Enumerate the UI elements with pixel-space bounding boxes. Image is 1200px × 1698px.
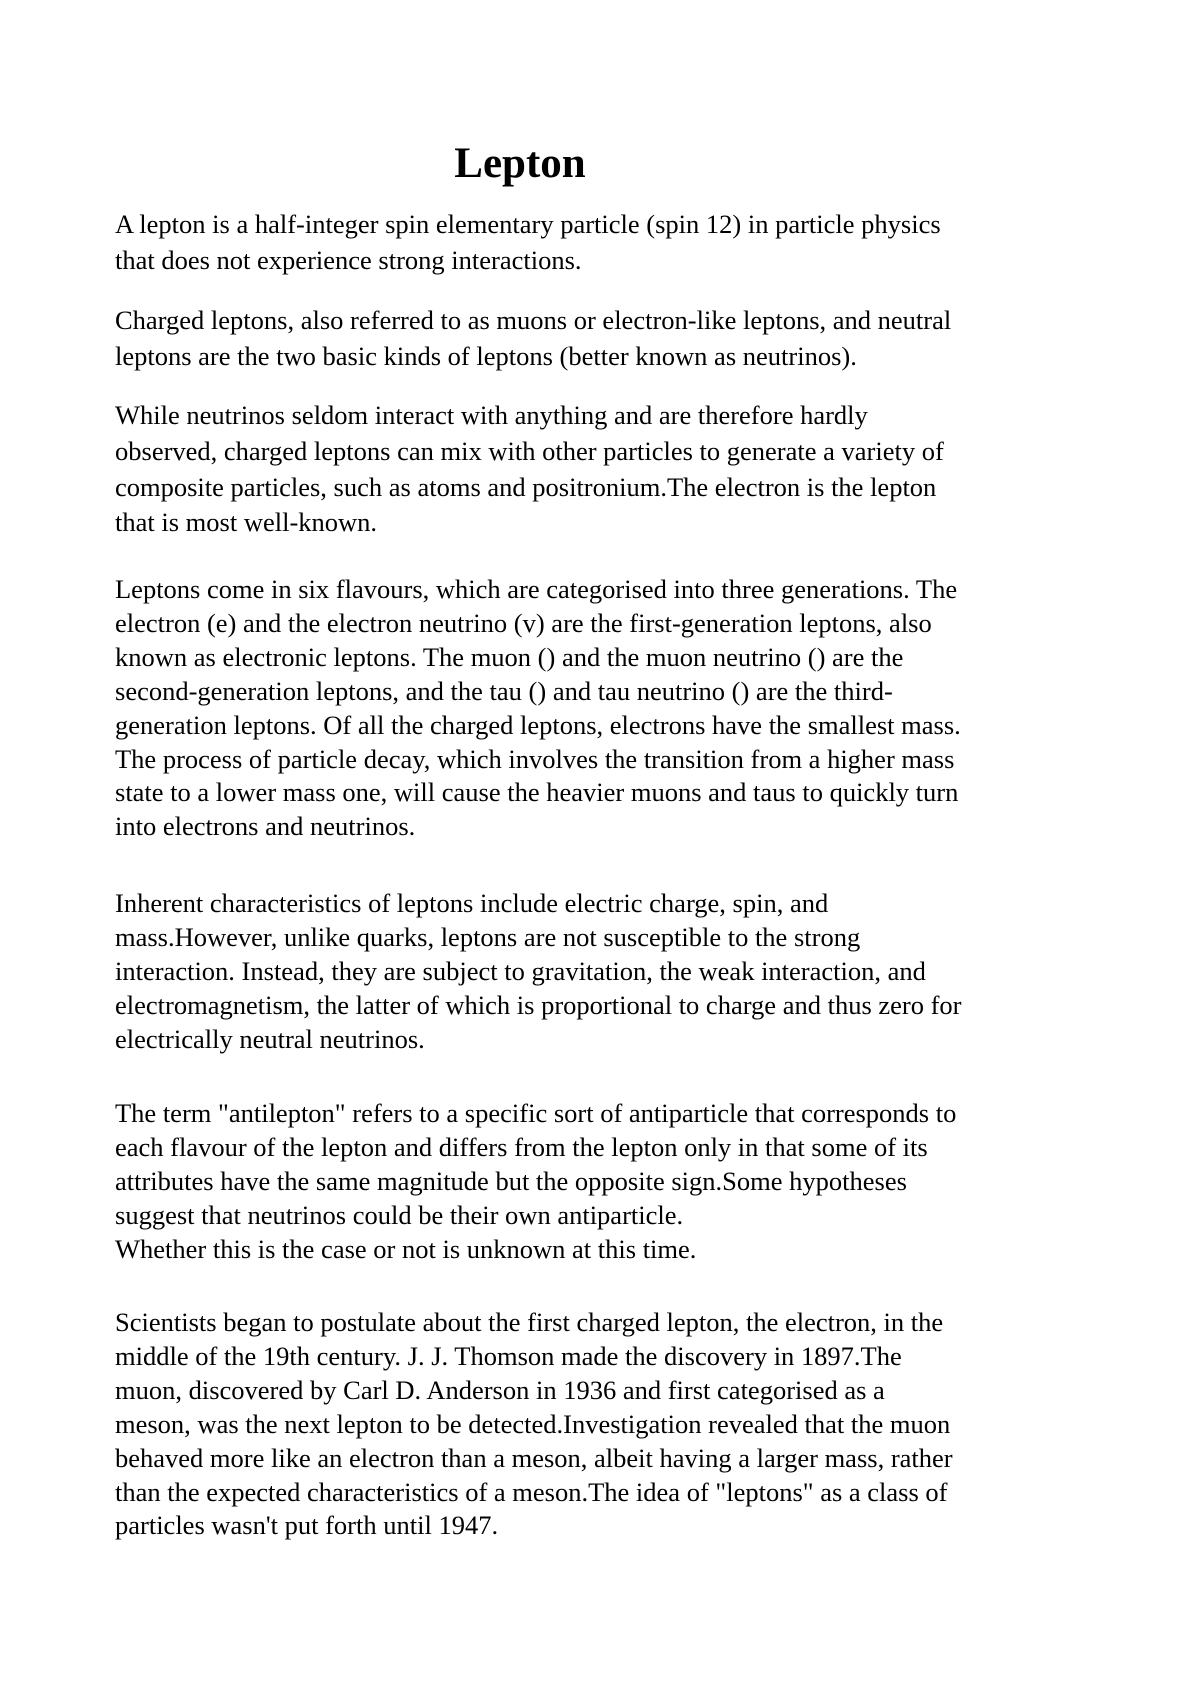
paragraph-line: Whether this is the case or not is unknown at this time. [115, 1233, 697, 1264]
paragraph-line: particles wasn't put forth until 1947. [115, 1510, 499, 1541]
paragraph-line: known as electronic leptons. The muon () and the muon neutrino () are the [115, 641, 904, 672]
paragraph-line: meson, was the next lepton to be detected.Investigation revealed that the muon [115, 1408, 951, 1439]
paragraph-line: muon, discovered by Carl D. Anderson in 1936 and first categorised as a [115, 1374, 885, 1405]
paragraph-line: The term "antilepton" refers to a specific sort of antiparticle that corresponds to [115, 1098, 957, 1128]
paragraph-line: composite particles, such as atoms and positronium.The electron is the lepton [115, 471, 937, 502]
paragraph-line: Leptons come in six flavours, which are categorised into three generations. The [115, 574, 958, 604]
paragraph-line: suggest that neutrinos could be their own antiparticle. [115, 1199, 684, 1230]
paragraph-line: electromagnetism, the latter of which is proportional to charge and thus zero for [115, 989, 962, 1020]
paragraph-line: behaved more like an electron than a meson, albeit having a larger mass, rather [115, 1442, 953, 1473]
paragraph-line: Scientists began to postulate about the first charged lepton, the electron, in the [115, 1307, 944, 1337]
paragraph-line: The process of particle decay, which involves the transition from a higher mass [115, 743, 955, 774]
paragraph-definition [115, 207, 1090, 279]
paragraph-line: electrically neutral neutrinos. [115, 1023, 425, 1054]
paragraph-line: Charged leptons, also referred to as muons or electron-like leptons, and neutral [115, 305, 952, 335]
paragraph-line: than the expected characteristics of a meson.The idea of "leptons" as a class of [115, 1476, 948, 1507]
paragraph-line: observed, charged leptons can mix with other particles to generate a variety of [115, 435, 944, 466]
paragraph-line: generation leptons. Of all the charged leptons, electrons have the smallest mass. [115, 709, 961, 740]
paragraph-line: While neutrinos seldom interact with anything and are therefore hardly [115, 400, 868, 430]
paragraph-line: state to a lower mass one, will cause the heavier muons and taus to quickly turn [115, 777, 959, 808]
paragraph-antilepton [115, 1097, 1090, 1267]
paragraph-line: electron (e) and the electron neutrino (v) are the first-generation leptons, also [115, 607, 932, 638]
paragraph-line: second-generation leptons, and the tau () and tau neutrino () are the third- [115, 675, 893, 706]
paragraph-line: interaction. Instead, they are subject to gravitation, the weak interaction, and [115, 955, 926, 986]
paragraph-line: A lepton is a half-integer spin elementary particle (spin 12) in particle physics [115, 209, 941, 239]
paragraph-history [115, 1306, 1090, 1543]
paragraph-line: that is most well-known. [115, 507, 378, 538]
paragraph-kinds [115, 303, 1090, 375]
paragraph-line: leptons are the two basic kinds of leptons (better known as neutrinos). [115, 340, 857, 371]
paragraph-line: attributes have the same magnitude but the opposite sign.Some hypotheses [115, 1165, 907, 1196]
paragraph-interactions [115, 398, 1090, 541]
paragraph-line: that does not experience strong interactions. [115, 244, 582, 275]
paragraph-line: Inherent characteristics of leptons include electric charge, spin, and [115, 888, 829, 918]
paragraph-line: mass.However, unlike quarks, leptons are not susceptible to the strong [115, 921, 861, 952]
paragraph-flavours [115, 573, 1090, 844]
paragraph-characteristics [115, 887, 1090, 1057]
page-title: Lepton [454, 140, 586, 187]
paragraph-line: each flavour of the lepton and differs from the lepton only in that some of its [115, 1131, 928, 1162]
paragraph-line: into electrons and neutrinos. [115, 811, 416, 842]
paragraph-line: middle of the 19th century. J. J. Thomson made the discovery in 1897.The [115, 1340, 902, 1371]
